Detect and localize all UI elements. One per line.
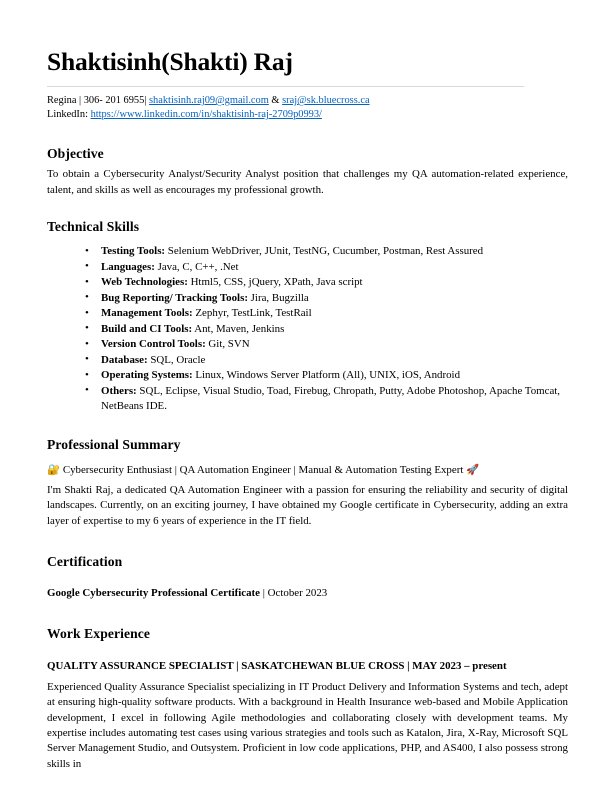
contact-line-2 xyxy=(47,108,568,122)
list-item xyxy=(85,337,568,353)
skill-value: SQL, Eclipse, Visual Studio, Toad, Firebug, Chropath, Putty, Adobe Photoshop, Apache Tomcat, NetBeans IDE. xyxy=(101,384,561,413)
section-heading-work-experience: Work Experience xyxy=(47,626,151,642)
skill-value: Java, C, C++, .Net xyxy=(154,260,239,273)
list-item xyxy=(85,306,568,322)
lock-icon: 🔐 xyxy=(47,463,61,476)
email-secondary-link[interactable]: sraj@sk.bluecross.ca xyxy=(282,95,370,107)
list-item xyxy=(85,244,568,260)
job-title-line: QUALITY ASSURANCE SPECIALIST | SASKATCHEWAN BLUE CROSS | MAY 2023 – present xyxy=(47,660,507,673)
section-heading-certification: Certification xyxy=(47,553,123,569)
list-item xyxy=(85,353,568,369)
objective-text: To obtain a Cybersecurity Analyst/Security Analyst position that challenges my QA automation-related experience, talent, and skills as well as encourages my professional growth. xyxy=(47,168,568,196)
skill-value: Html5, CSS, jQuery, XPath, Java script xyxy=(187,276,363,289)
skill-label: Database: xyxy=(101,353,148,366)
skill-label: Bug Reporting/ Tracking Tools: xyxy=(101,291,248,304)
skill-label: Languages: xyxy=(101,260,155,273)
skill-value: Zephyr, TestLink, TestRail xyxy=(192,307,312,320)
list-item xyxy=(85,275,568,291)
skill-label: Web Technologies: xyxy=(101,276,188,289)
summary-tagline-text: Cybersecurity Enthusiast | QA Automation Engineer | Manual & Automation Testing Expert xyxy=(62,463,464,476)
skill-value: Jira, Bugzilla xyxy=(247,291,309,304)
linkedin-label: LinkedIn: xyxy=(47,109,91,121)
linkedin-url-link[interactable]: https://www.linkedin.com/in/shaktisinh-raj-2709p0993/ xyxy=(90,109,322,121)
email-conjunction: & xyxy=(268,95,283,107)
technical-skills-list xyxy=(47,244,568,415)
skill-value: Git, SVN xyxy=(205,338,250,351)
contact-separator-1: | xyxy=(76,95,84,107)
certification-title: Google Cybersecurity Professional Certificate xyxy=(47,586,261,599)
skill-label: Operating Systems: xyxy=(101,369,193,382)
contact-phone: 306- 201 6955 xyxy=(83,95,145,107)
skill-value: Selenium WebDriver, JUnit, TestNG, Cucumber, Postman, Rest Assured xyxy=(165,245,484,258)
contact-separator-2: | xyxy=(144,95,150,107)
list-item xyxy=(85,291,568,307)
professional-summary-text: I'm Shakti Raj, a dedicated QA Automation Engineer with a passion for ensuring the reliability and security of digital landscapes. Currently, on an exciting journey, I have obtained my Google certificate in Cybersecurity, adding an extra layer of expertise to my 6 years of experience in the IT field. xyxy=(47,483,568,527)
list-item xyxy=(85,384,568,415)
skill-label: Testing Tools: xyxy=(101,245,166,258)
certification-separator: | xyxy=(260,586,268,599)
skill-value: Ant, Maven, Jenkins xyxy=(192,322,285,335)
skill-label: Build and CI Tools: xyxy=(101,322,193,335)
skill-label: Others: xyxy=(101,384,137,397)
summary-tagline xyxy=(47,462,568,478)
certification-date: October 2023 xyxy=(267,586,328,599)
section-heading-technical-skills: Technical Skills xyxy=(47,219,140,235)
skill-value: SQL, Oracle xyxy=(147,353,206,366)
skill-label: Version Control Tools: xyxy=(101,338,206,351)
section-heading-professional-summary: Professional Summary xyxy=(47,436,181,452)
list-item xyxy=(85,368,568,384)
candidate-name: Shaktisinh(Shakti) Raj xyxy=(47,47,293,76)
skill-label: Management Tools: xyxy=(101,307,193,320)
rocket-icon: 🚀 xyxy=(466,463,480,476)
certification-entry xyxy=(47,586,568,601)
contact-location: Regina xyxy=(47,95,77,107)
list-item xyxy=(85,260,568,276)
section-heading-objective: Objective xyxy=(47,146,104,162)
skill-value: Linux, Windows Server Platform (All), UNIX, iOS, Android xyxy=(192,369,461,382)
contact-line-1 xyxy=(47,94,568,108)
header-divider xyxy=(47,86,524,87)
email-primary-link[interactable]: shaktisinh.raj09@gmail.com xyxy=(149,95,269,107)
list-item xyxy=(85,322,568,338)
job-description-text: Experienced Quality Assurance Specialist specializing in IT Product Delivery and Information Systems and tech, adept at ensuring high-quality software products. With a background in Health Insurance web-based and Mobile Application development, I excel in following Agile methodologies and collaborating closely with development teams. My expertise includes automating test cases using various strategies and tools such as Katalon, Jira, X-Ray, Microsoft SQL Server Management Studio, and Outsystem. Proficient in low code applications, PHP, and AS400, I also possess strong skills in xyxy=(47,680,568,770)
contact-block xyxy=(47,94,568,122)
